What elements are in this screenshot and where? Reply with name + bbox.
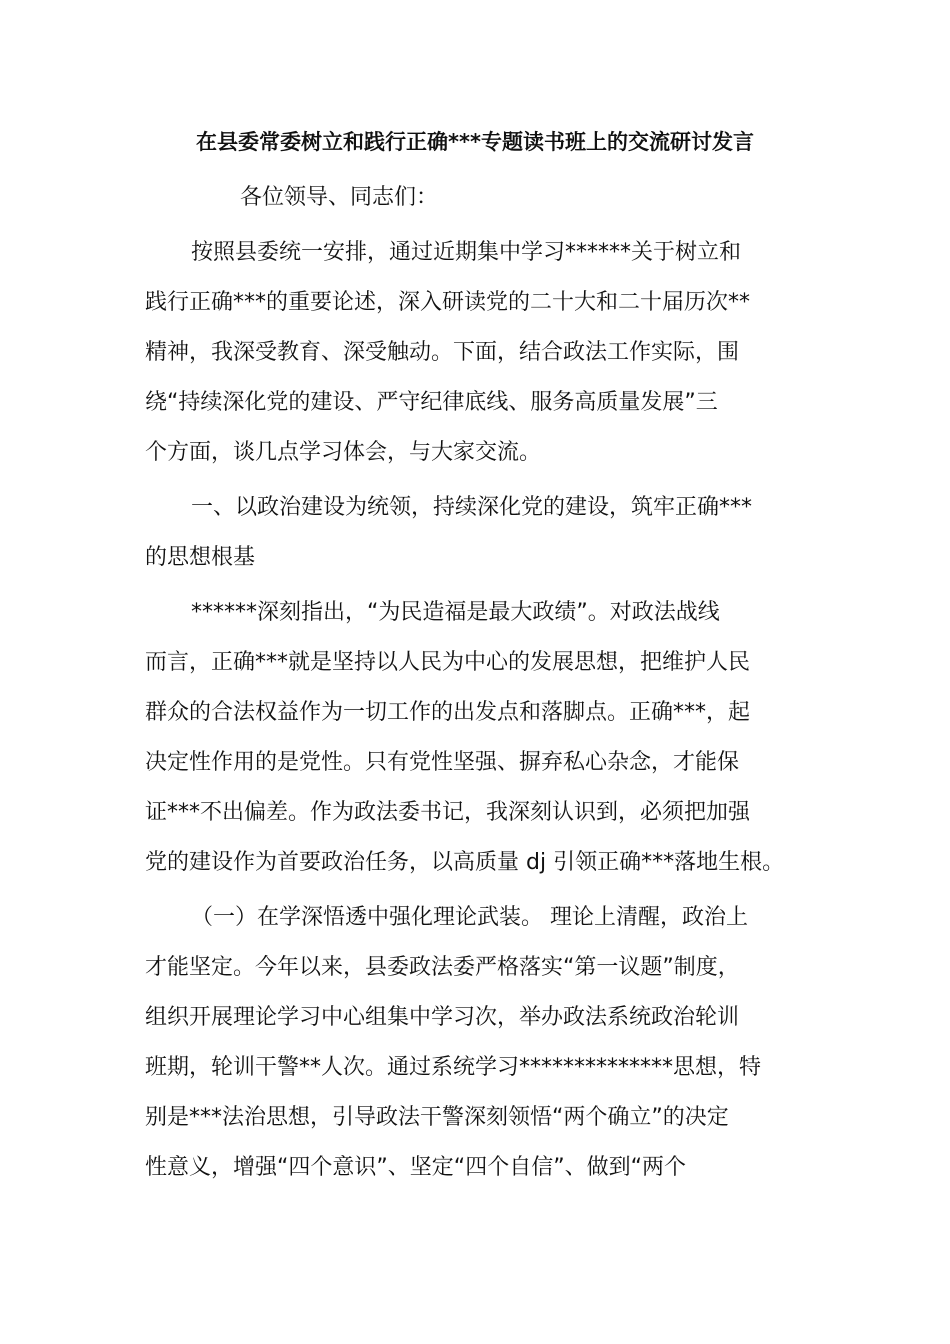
body-line-9: 决定性作用的是党性。只有党性坚强、摒弃私心杂念，才能保 bbox=[145, 750, 740, 775]
body-line-10: 证***不出偏差。作为政法委书记，我深刻认识到，必须把加强 bbox=[145, 800, 751, 825]
body-line-1: 按照县委统一安排，通过近期集中学习******关于树立和 bbox=[191, 240, 742, 265]
section-heading-line-2: 的思想根基 bbox=[145, 545, 256, 570]
salutation: 各位领导、同志们： bbox=[240, 185, 439, 210]
body-line-16: 性意义，增强“四个意识”、坚定“四个自信”、做到“两个 bbox=[145, 1155, 686, 1180]
body-line-8: 群众的合法权益作为一切工作的出发点和落脚点。正确***，起 bbox=[145, 700, 751, 725]
body-line-15: 别是***法治思想，引导政法干警深刻领悟“两个确立”的决定 bbox=[145, 1105, 729, 1130]
section-heading-line-1: 一、以政治建设为统领，持续深化党的建设，筑牢正确*** bbox=[191, 495, 753, 520]
document-title: 在县委常委树立和践行正确***专题读书班上的交流研讨发言 bbox=[196, 130, 754, 154]
body-line-2: 践行正确***的重要论述，深入研读党的二十大和二十届历次** bbox=[145, 290, 751, 315]
body-line-6: ******深刻指出，“为民造福是最大政绩”。对政法战线 bbox=[191, 600, 720, 625]
body-line-14: 班期，轮训干警**人次。通过系统学习**************思想，特 bbox=[145, 1055, 762, 1080]
body-line-11: 党的建设作为首要政治任务，以高质量 dj 引领正确***落地生根。 bbox=[145, 850, 785, 875]
body-line-4: 绕“持续深化党的建设、严守纪律底线、服务高质量发展”三 bbox=[145, 390, 718, 415]
body-line-12: 才能坚定。今年以来，县委政法委严格落实“第一议题”制度， bbox=[145, 955, 740, 980]
body-line-3: 精神，我深受教育、深受触动。下面，结合政法工作实际，围 bbox=[145, 340, 740, 365]
body-line-7: 而言，正确***就是坚持以人民为中心的发展思想，把维护人民 bbox=[145, 650, 751, 675]
body-line-5: 个方面，谈几点学习体会，与大家交流。 bbox=[145, 440, 542, 465]
body-line-13: 组织开展理论学习中心组集中学习次，举办政法系统政治轮训 bbox=[145, 1005, 740, 1030]
subsection-line-1: （一）在学深悟透中强化理论武装。 理论上清醒，政治上 bbox=[191, 905, 748, 930]
